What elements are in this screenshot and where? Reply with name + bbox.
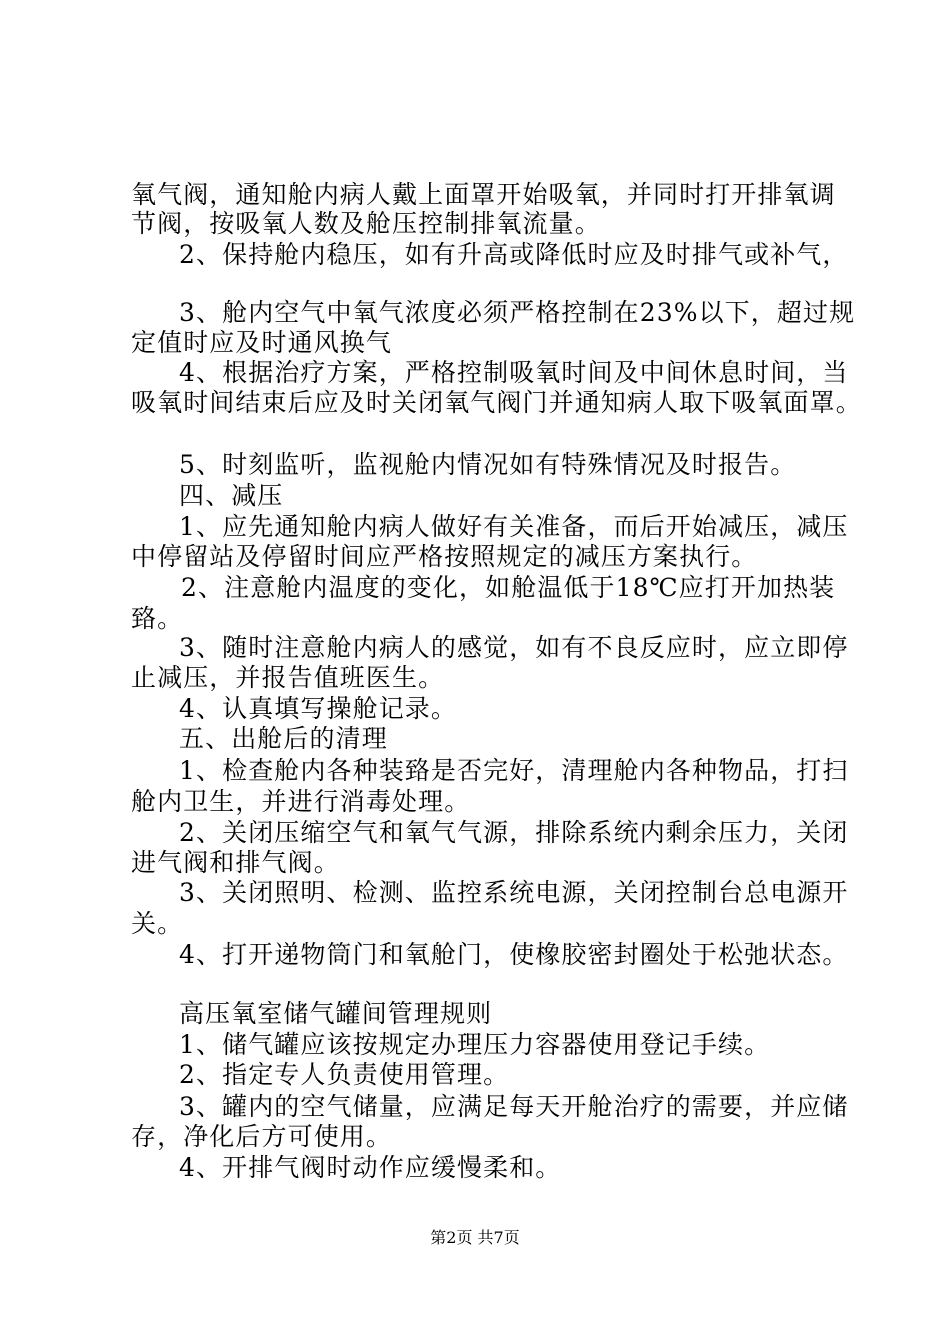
text-line: 2、保持舱内稳压，如有升高或降低时应及时排气或补气， bbox=[179, 240, 849, 269]
text-line: 四、减压 bbox=[179, 481, 284, 510]
text-line: 4、开排气阀时动作应缓慢柔和。 bbox=[179, 1153, 562, 1182]
text-line: 2、注意舱内温度的变化，如舱温低于18℃应打开加热装 bbox=[181, 573, 836, 602]
page-footer: 第2页 共7页 bbox=[430, 1228, 520, 1247]
text-line: 3、随时注意舱内病人的感觉，如有不良反应时，应立即停 bbox=[179, 633, 849, 662]
text-line: 关。 bbox=[131, 909, 184, 938]
text-line: 节阀，按吸氧人数及舱压控制排氧流量。 bbox=[131, 209, 601, 238]
text-line: 中停留站及停留时间应严格按照规定的减压方案执行。 bbox=[131, 542, 758, 571]
text-line: 舱内卫生，并进行消毒处理。 bbox=[131, 787, 471, 816]
text-line: 1、储气罐应该按规定办理压力容器使用登记手续。 bbox=[179, 1030, 771, 1059]
text-line: 氧气阀，通知舱内病人戴上面罩开始吸氧，并同时打开排氧调 bbox=[131, 180, 836, 209]
text-line: 进气阀和排气阀。 bbox=[131, 848, 340, 877]
text-line: 1、应先通知舱内病人做好有关准备，而后开始减压，减压 bbox=[179, 512, 849, 541]
text-line: 定值时应及时通风换气 bbox=[131, 328, 393, 357]
text-line: 3、罐内的空气储量，应满足每天开舱治疗的需要，并应储 bbox=[179, 1092, 849, 1121]
text-line: 高压氧室储气罐间管理规则 bbox=[179, 999, 493, 1028]
text-line: 2、关闭压缩空气和氧气气源，排除系统内剩余压力，关闭 bbox=[179, 818, 849, 847]
text-line: 4、认真填写操舱记录。 bbox=[179, 694, 458, 723]
text-line: 止减压，并报告值班医生。 bbox=[131, 663, 445, 692]
text-line: 5、时刻监听，监视舱内情况如有特殊情况及时报告。 bbox=[179, 450, 797, 479]
text-line: 1、检查舱内各种装臵是否完好，清理舱内各种物品，打扫 bbox=[179, 756, 849, 785]
text-line: 4、根据治疗方案，严格控制吸氧时间及中间休息时间，当 bbox=[179, 358, 849, 387]
text-line: 4、打开递物筒门和氧舱门，使橡胶密封圈处于松弛状态。 bbox=[179, 940, 849, 969]
text-line: 3、关闭照明、检测、监控系统电源，关闭控制台总电源开 bbox=[179, 878, 849, 907]
text-line: 3、舱内空气中氧气浓度必须严格控制在23%以下，超过规 bbox=[179, 298, 856, 327]
text-line: 存，净化后方可使用。 bbox=[131, 1122, 393, 1151]
text-line: 五、出舱后的清理 bbox=[179, 724, 388, 753]
text-line: 吸氧时间结束后应及时关闭氧气阀门并通知病人取下吸氧面罩。 bbox=[131, 388, 862, 417]
text-line: 臵。 bbox=[131, 604, 184, 633]
text-line: 2、指定专人负责使用管理。 bbox=[179, 1060, 510, 1089]
